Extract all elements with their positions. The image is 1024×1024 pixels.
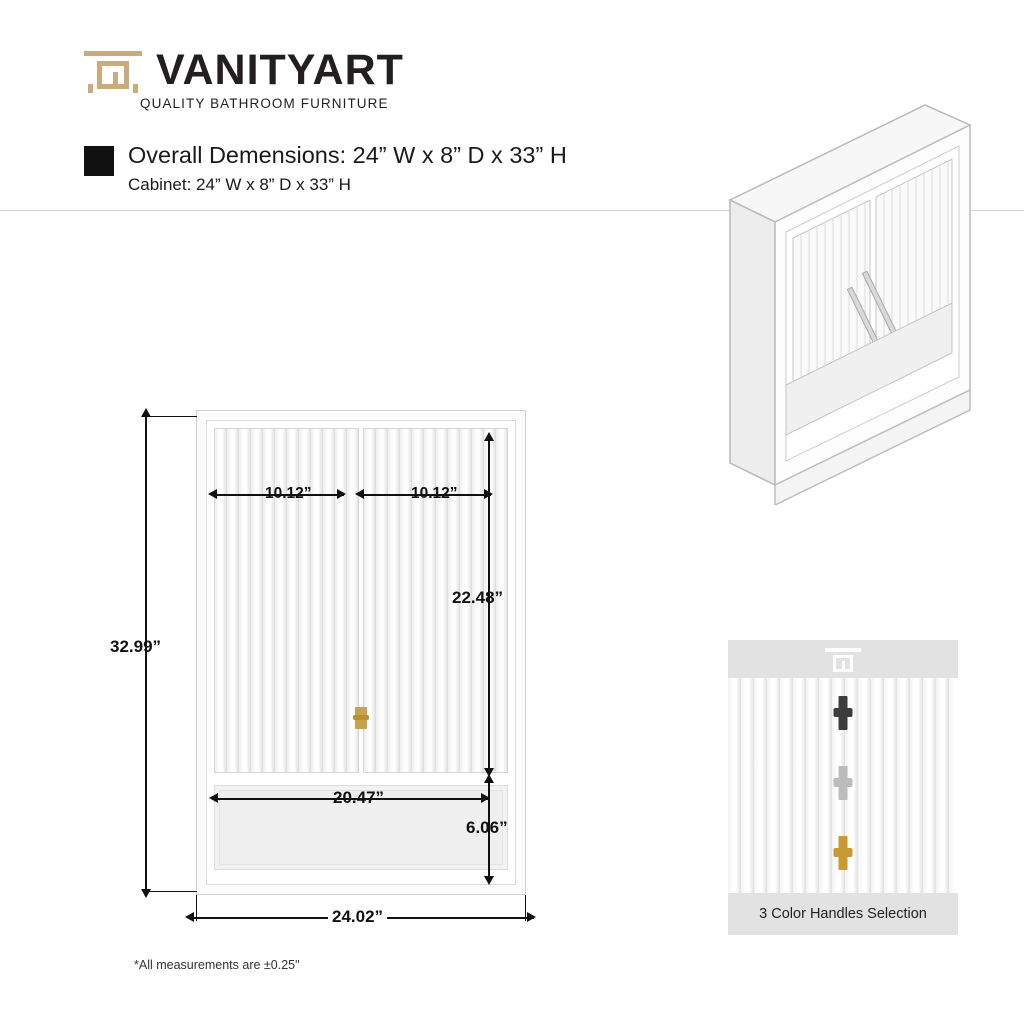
overall-dimensions-block bbox=[84, 142, 567, 195]
vanity-cabinet-icon bbox=[84, 48, 142, 94]
dim-door-right-width: 10.12” bbox=[411, 485, 458, 502]
isometric-cabinet-view bbox=[700, 85, 1000, 505]
dim-total-width: 24.02” bbox=[328, 907, 387, 927]
arrow-left-door-right bbox=[355, 489, 364, 499]
overall-dimensions-label: Overall Demensions: 24” W x 8” D x 33” H bbox=[128, 142, 567, 168]
panel-header bbox=[728, 640, 958, 678]
fluted-panel-background bbox=[728, 678, 958, 893]
arrow-left-door-left bbox=[208, 489, 217, 499]
gold-handle-right bbox=[360, 707, 367, 729]
dim-shelf-width: 20.47” bbox=[333, 788, 385, 807]
black-handle-swatch[interactable] bbox=[839, 696, 848, 730]
bullet-square-icon bbox=[84, 146, 114, 176]
gold-handle-swatch[interactable] bbox=[839, 836, 848, 870]
dim-door-left-width: 10.12” bbox=[265, 485, 312, 502]
brand-lockup bbox=[84, 46, 404, 95]
handle-selection-caption: 3 Color Handles Selection bbox=[759, 906, 927, 922]
brand-name: VANITYART bbox=[156, 46, 404, 94]
dim-total-height: 32.99” bbox=[110, 637, 162, 656]
dim-door-height: 22.48” bbox=[452, 588, 504, 607]
arrow-up-door-height bbox=[484, 432, 494, 441]
dim-shelf-height: 6.06” bbox=[466, 818, 508, 837]
brand-tagline: QUALITY BATHROOM FURNITURE bbox=[140, 96, 389, 111]
chrome-handle-swatch[interactable] bbox=[839, 766, 848, 800]
measurement-footnote: *All measurements are ±0.25" bbox=[134, 958, 300, 972]
handle-selection-panel bbox=[728, 640, 958, 935]
arrow-right-total-width bbox=[527, 912, 536, 922]
cabinet-dimensions-label: Cabinet: 24” W x 8” D x 33” H bbox=[128, 175, 351, 195]
arrow-left-shelf-width bbox=[209, 793, 218, 803]
door-left bbox=[214, 428, 359, 773]
panel-caption bbox=[728, 893, 958, 935]
arrow-down-shelf-height bbox=[484, 876, 494, 885]
vanity-cabinet-icon-small bbox=[825, 647, 861, 674]
arrow-up-shelf-height bbox=[484, 774, 494, 783]
arrow-right-door-left bbox=[337, 489, 346, 499]
arrow-left-total-width bbox=[185, 912, 194, 922]
